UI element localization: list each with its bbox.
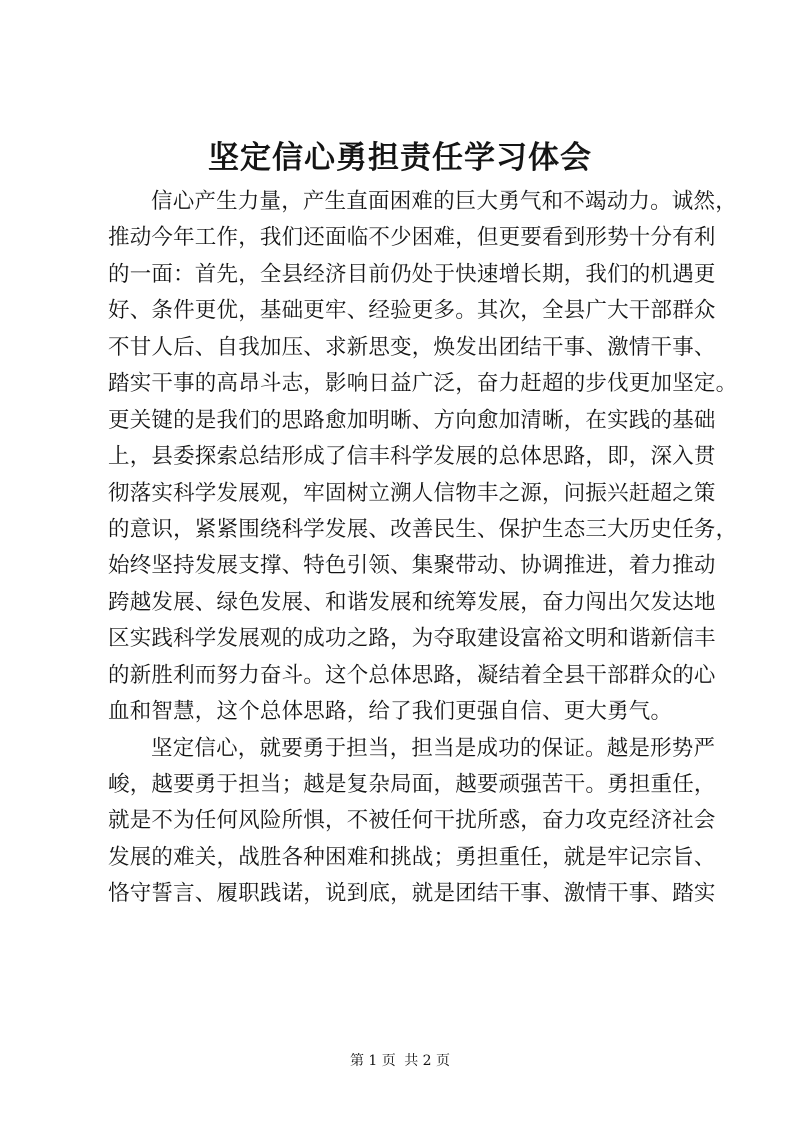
text-line: 坚定信心，就要勇于担当，担当是成功的保证。越是形势严: [151, 735, 716, 761]
text-line: 发展的难关，战胜各种困难和挑战；勇担重任，就是牢记宗旨、: [108, 844, 716, 870]
text-line: 的新胜利而努力奋斗。这个总体思路，凝结着全县干部群众的心: [108, 662, 716, 688]
text-line: 不甘人后、自我加压、求新思变，焕发出团结干事、激情干事、: [108, 334, 716, 360]
page-footer: [0, 1051, 800, 1071]
text-line: 上，县委探索总结形成了信丰科学发展的总体思路，即，深入贯: [108, 444, 716, 470]
page-total: 共 2 页: [404, 1053, 451, 1069]
paragraph-2: [108, 731, 716, 913]
text-line: 彻落实科学发展观，牢固树立溯人信物丰之源，问振兴赶超之策: [108, 480, 716, 506]
text-line: 好、条件更优，基础更牢、经验更多。其次，全县广大干部群众: [108, 298, 716, 324]
text-line: 恪守誓言、履职践诺，说到底，就是团结干事、激情干事、踏实: [108, 881, 716, 907]
text-line: 更关键的是我们的思路愈加明晰、方向愈加清晰，在实践的基础: [108, 407, 716, 433]
text-line: 踏实干事的高昂斗志，影响日益广泛，奋力赶超的步伐更加坚定。: [108, 371, 738, 397]
text-line: 推动今年工作，我们还面临不少困难，但更要看到形势十分有利: [108, 225, 716, 251]
text-line: 跨越发展、绿色发展、和谐发展和统筹发展，奋力闯出欠发达地: [108, 589, 716, 615]
page-number: 第 1 页: [349, 1053, 396, 1069]
text-line: 血和智慧，这个总体思路，给了我们更强自信、更大勇气。: [108, 699, 673, 725]
page-title: 坚定信心勇担责任学习体会: [208, 140, 592, 176]
text-line: 的意识，紧紧围绕科学发展、改善民生、保护生态三大历史任务，: [108, 516, 738, 542]
text-line: 峻，越要勇于担当；越是复杂局面，越要顽强苦干。勇担重任，: [108, 772, 716, 797]
paragraph-1: [108, 184, 738, 731]
text-line: 区实践科学发展观的成功之路，为夺取建设富裕文明和谐新信丰: [108, 626, 716, 652]
document-body: [108, 184, 738, 913]
text-line: 信心产生力量，产生直面困难的巨大勇气和不竭动力。诚然，: [151, 189, 737, 214]
text-line: 始终坚持发展支撑、特色引领、集聚带动、协调推进，着力推动: [108, 553, 716, 579]
text-line: 的一面：首先，全县经济目前仍处于快速增长期，我们的机遇更: [108, 261, 716, 287]
text-line: 就是不为任何风险所惧，不被任何干扰所惑，奋力攻克经济社会: [108, 808, 716, 834]
